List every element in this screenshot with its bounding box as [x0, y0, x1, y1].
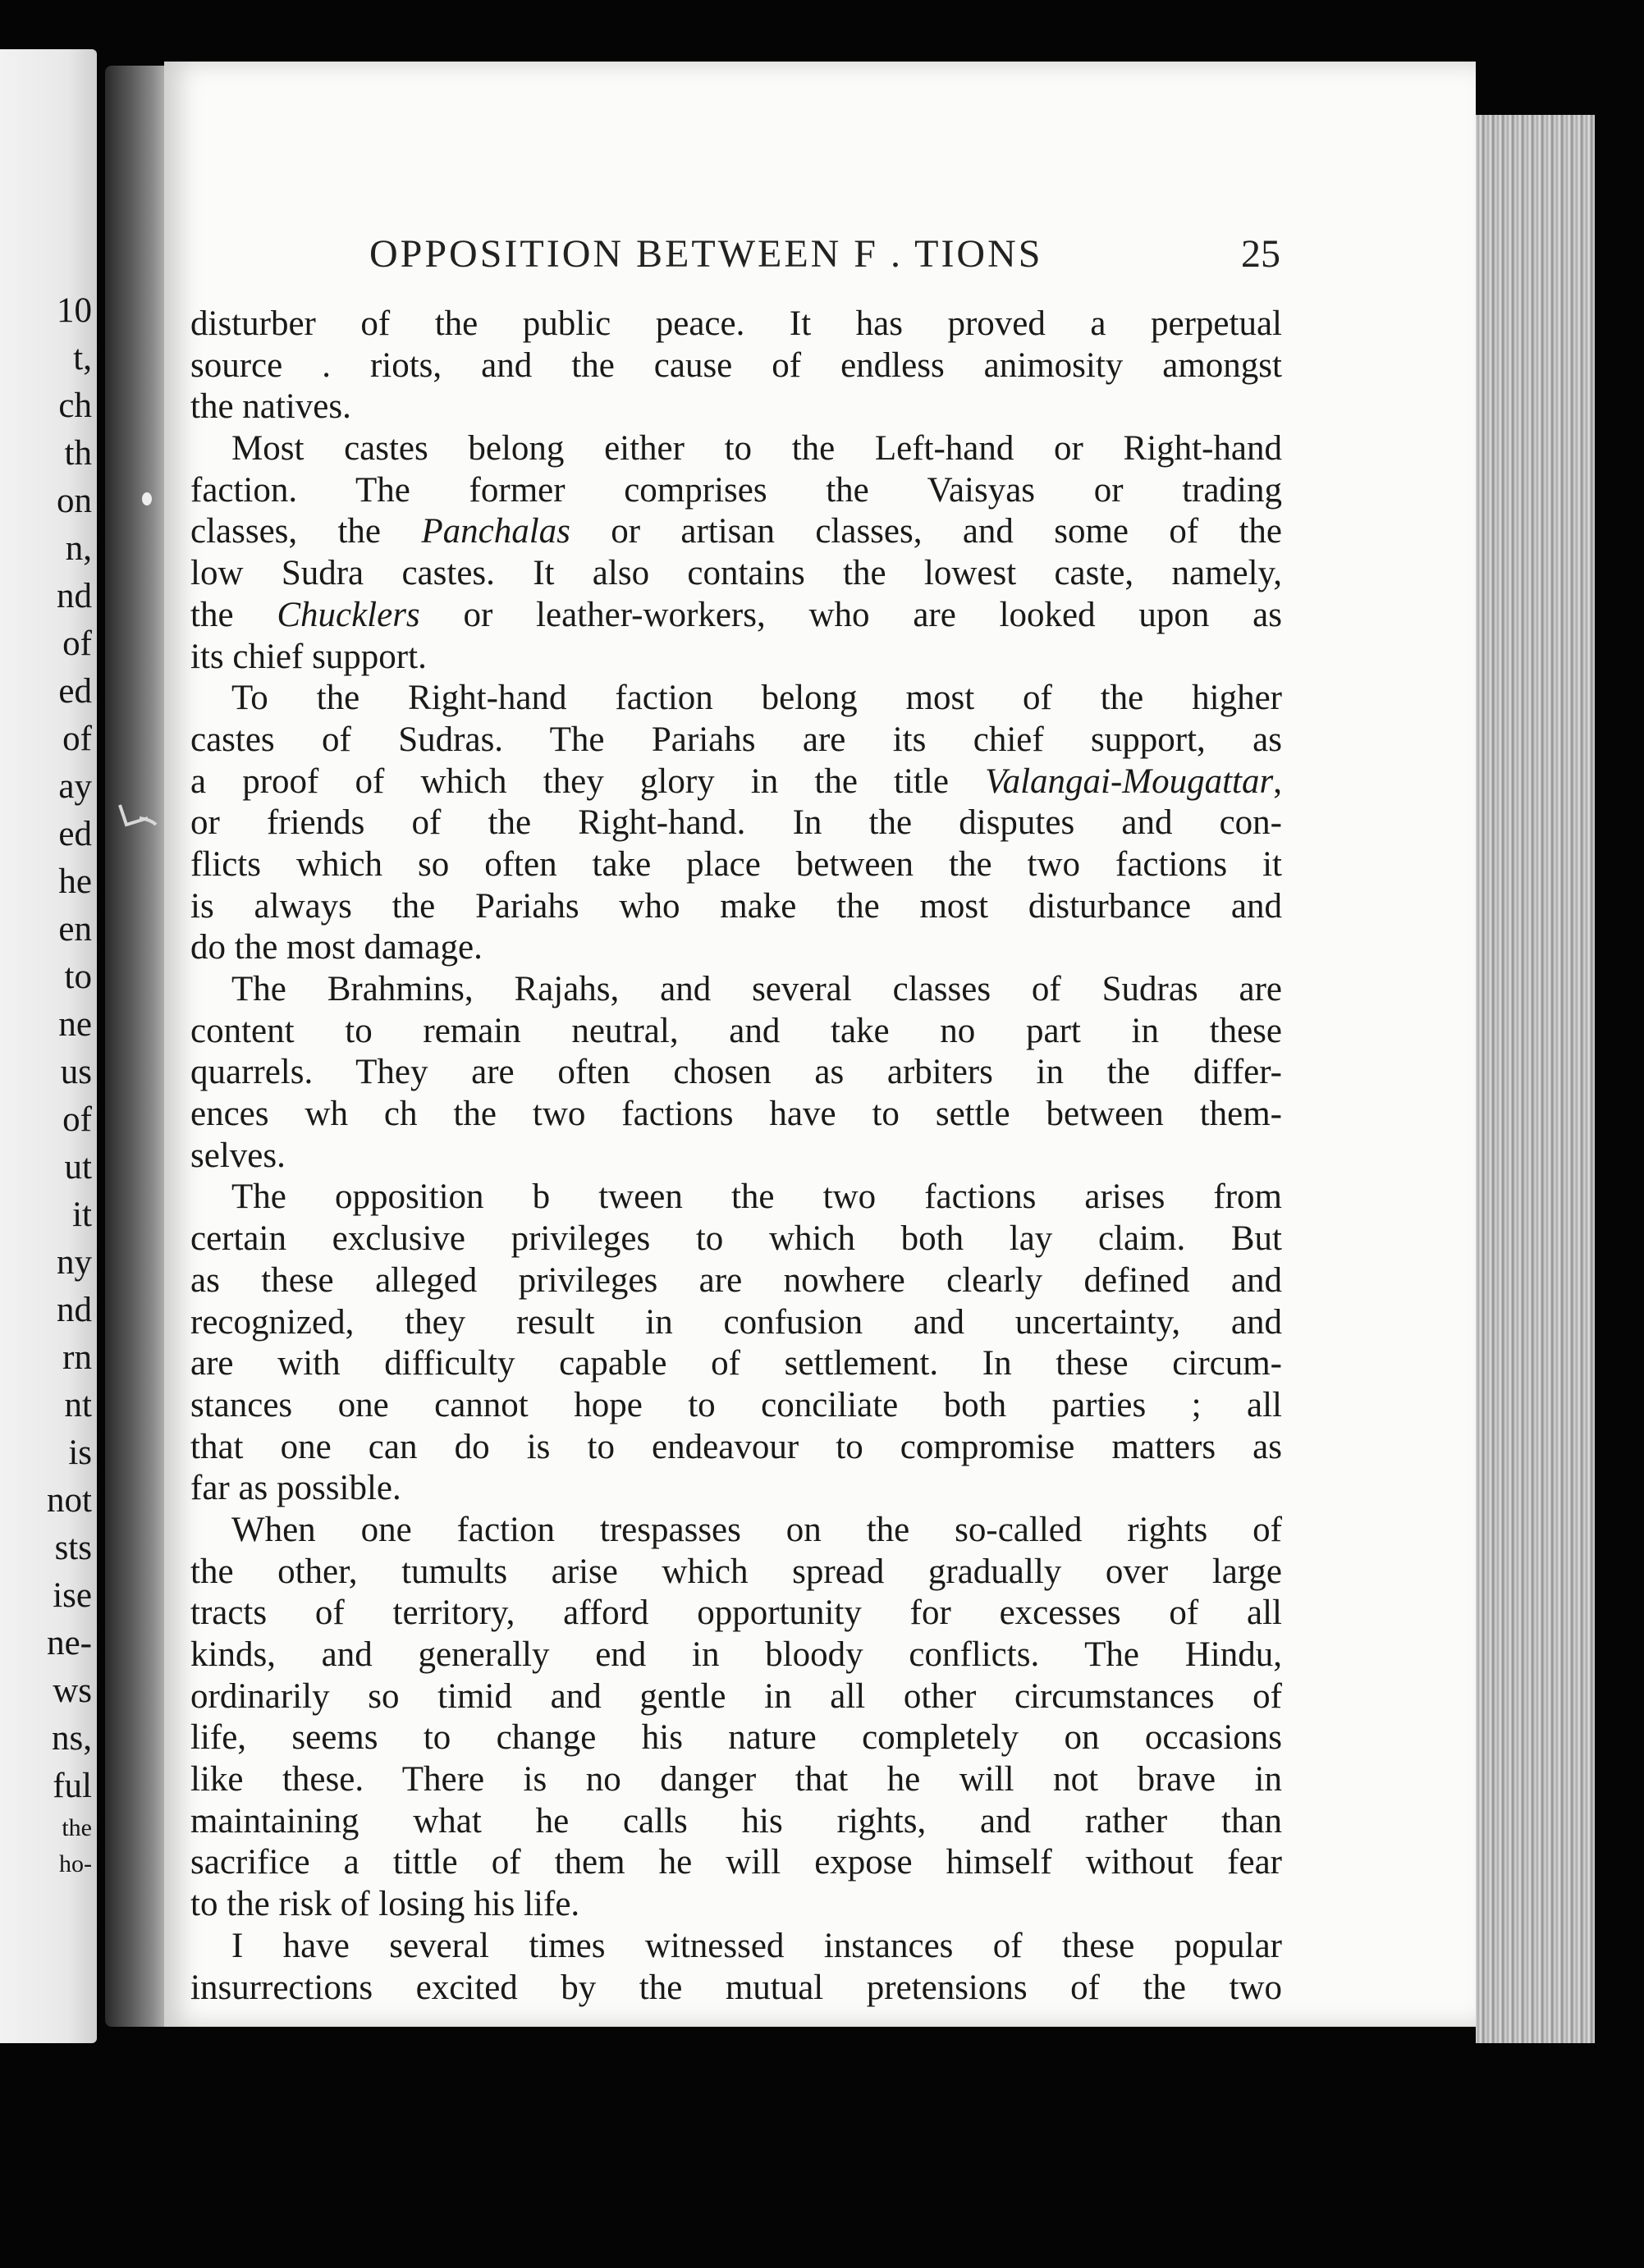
- text-line: stances one cannot hope to conciliate both parties ; all: [190, 1385, 1282, 1424]
- text-line: The Brahmins, Rajahs, and several classes of Sudras are: [231, 970, 1282, 1008]
- facing-page-word: ny: [57, 1243, 92, 1282]
- body-text: [190, 304, 1282, 2009]
- facing-page-word: to: [64, 958, 92, 996]
- facing-page-word: ho-: [59, 1850, 92, 1877]
- text-line: When one faction trespasses on the so-called rights of: [231, 1510, 1282, 1549]
- facing-page-word: of: [62, 1100, 92, 1139]
- text-line: To the Right-hand faction belong most of the higher: [231, 679, 1282, 718]
- text-line: recognized, they result in confusion and uncertainty, and: [190, 1302, 1282, 1342]
- facing-page-word: ws: [53, 1671, 92, 1710]
- text-line: ences wh ch the two factions have to settle between them-: [190, 1095, 1282, 1134]
- facing-page-word: ise: [53, 1576, 92, 1615]
- facing-page-left: [0, 49, 97, 2043]
- facing-page-word: ay: [58, 767, 92, 806]
- facing-page-word: us: [60, 1053, 92, 1091]
- facing-page-word: sts: [54, 1529, 92, 1567]
- facing-page-word: nd: [57, 577, 92, 615]
- text-line: flicts which so often take place between the two factions it: [190, 844, 1282, 884]
- facing-page-word: th: [64, 434, 92, 473]
- facing-page-word: the: [62, 1814, 92, 1841]
- text-line: like these. There is no danger that he will not brave in: [190, 1760, 1282, 1799]
- facing-page-word: ed: [58, 672, 92, 711]
- facing-page-word: is: [68, 1434, 92, 1472]
- text-line: I have several times witnessed instances of these popular: [231, 1926, 1282, 1965]
- text-line: the Chucklers or leather-workers, who are looked upon as: [190, 595, 1282, 634]
- text-line: Most castes belong either to the Left-hand or Right-hand: [231, 429, 1282, 469]
- text-line: or friends of the Right-hand. In the disputes and con-: [190, 803, 1282, 843]
- text-line: classes, the Panchalas or artisan classes, and some of the: [190, 512, 1283, 551]
- text-line: castes of Sudras. The Pariahs are its chief support, as: [190, 720, 1282, 759]
- text-line: a proof of which they glory in the title Valangai-Mougattar,: [190, 761, 1282, 801]
- facing-page-word: of: [62, 720, 92, 758]
- facing-page-text: [0, 287, 92, 1882]
- page-number: 25: [1241, 232, 1280, 276]
- text-line: ordinarily so timid and gentle in all other circumstances of: [190, 1676, 1282, 1716]
- facing-page-word: ne: [58, 1005, 92, 1044]
- book-gutter: [105, 66, 169, 2027]
- facing-page-word: it: [72, 1196, 92, 1234]
- text-line: are with difficulty capable of settlement. In these circum-: [190, 1344, 1282, 1383]
- text-line: far as possible.: [190, 1469, 401, 1508]
- facing-page-word: ns,: [52, 1719, 92, 1758]
- text-line: content to remain neutral, and take no part in these: [190, 1011, 1282, 1050]
- facing-page-word: not: [47, 1481, 92, 1520]
- facing-page-word: ut: [64, 1148, 92, 1187]
- facing-page-word: nt: [64, 1386, 92, 1424]
- text-line: as these alleged privileges are nowhere clearly defined and: [190, 1260, 1282, 1300]
- facing-page-word: ed: [58, 815, 92, 853]
- facing-page-word: 10: [57, 291, 92, 330]
- page-edges: [1476, 115, 1595, 2043]
- text-line: the natives.: [190, 387, 351, 427]
- pencil-mark-icon: [115, 800, 164, 833]
- facing-page-word: nd: [57, 1291, 92, 1329]
- facing-page-word: ne-: [47, 1624, 92, 1662]
- facing-page-word: en: [58, 910, 92, 949]
- facing-page-word: ful: [53, 1767, 92, 1805]
- text-line: disturber of the public peace. It has proved a perpetual: [190, 304, 1282, 343]
- text-line: its chief support.: [190, 637, 427, 676]
- facing-page-word: rn: [62, 1338, 92, 1377]
- text-line: low Sudra castes. It also contains the lowest caste, namely,: [190, 554, 1282, 593]
- facing-page-word: on: [57, 482, 92, 520]
- text-line: life, seems to change his nature completely on occasions: [190, 1718, 1282, 1758]
- text-line: certain exclusive privileges to which both lay claim. But: [190, 1219, 1282, 1259]
- running-head: OPPOSITION BETWEEN F . TIONS: [369, 232, 1043, 276]
- facing-page-word: t,: [73, 339, 92, 377]
- text-line: source . riots, and the cause of endless animosity amongst: [190, 345, 1282, 385]
- margin-dot: [142, 492, 152, 505]
- text-line: tracts of territory, afford opportunity for excesses of all: [190, 1594, 1282, 1633]
- text-line: insurrections excited by the mutual pretensions of the two: [190, 1968, 1282, 2007]
- text-line: quarrels. They are often chosen as arbiters in the differ-: [190, 1053, 1282, 1092]
- text-line: selves.: [190, 1136, 286, 1175]
- text-line: is always the Pariahs who make the most disturbance and: [190, 886, 1282, 926]
- facing-page-word: n,: [65, 529, 92, 568]
- text-line: do the most damage.: [190, 928, 483, 967]
- facing-page-word: ch: [58, 386, 92, 425]
- text-line: maintaining what he calls his rights, and rather than: [190, 1801, 1282, 1840]
- text-line: to the risk of losing his life.: [190, 1885, 580, 1924]
- text-line: The opposition b tween the two factions arises from: [231, 1177, 1282, 1217]
- facing-page-word: he: [58, 862, 92, 901]
- text-line: kinds, and generally end in bloody conflicts. The Hindu,: [190, 1635, 1282, 1674]
- text-line: that one can do is to endeavour to compromise matters as: [190, 1427, 1282, 1466]
- text-line: faction. The former comprises the Vaisyas or trading: [190, 470, 1282, 510]
- text-line: sacrifice a tittle of them he will expose himself without fear: [190, 1843, 1282, 1882]
- page-header: [205, 231, 1280, 289]
- text-line: the other, tumults arise which spread gradually over large: [190, 1552, 1282, 1591]
- facing-page-word: of: [62, 624, 92, 663]
